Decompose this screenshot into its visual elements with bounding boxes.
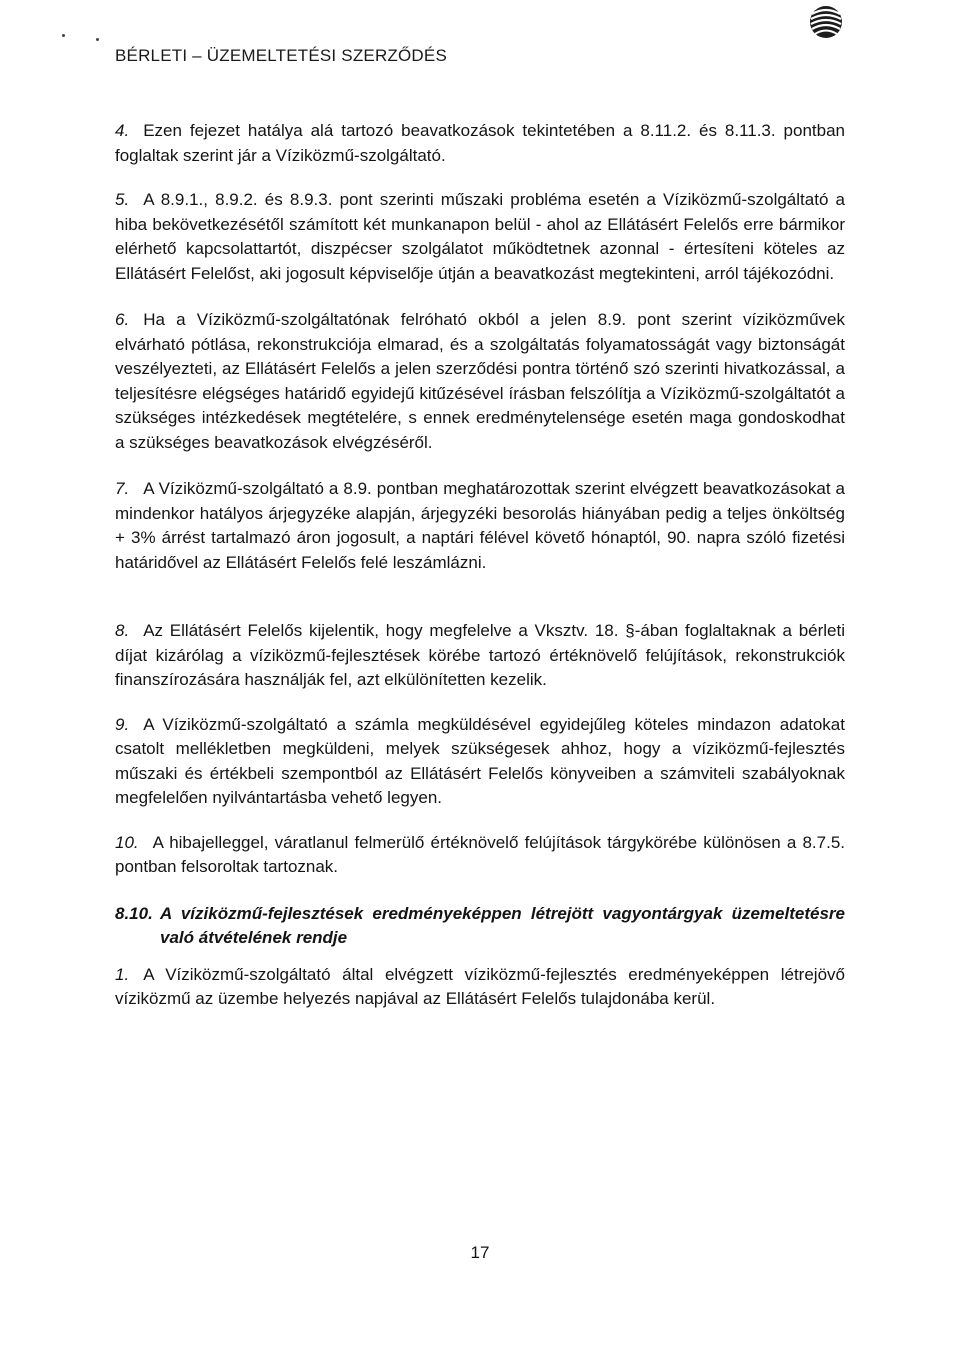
document-body [115, 119, 845, 1012]
scan-speck [96, 38, 99, 41]
paragraph-number: 10. [115, 832, 139, 852]
paragraph-6 [115, 308, 845, 455]
paragraph-number: 7. [115, 479, 130, 498]
document-header: BÉRLETI – ÜZEMELTETÉSI SZERZŐDÉS [115, 46, 447, 65]
paragraph-5 [115, 188, 845, 286]
section-paragraph-1 [115, 963, 845, 1012]
paragraph-number: 6. [115, 310, 130, 329]
page-number: 17 [470, 1243, 490, 1262]
paragraph-text: A 8.9.1., 8.9.2. és 8.9.3. pont szerinti műszaki probléma esetén a Víziközmű-szolgáltató a hiba bekövetkezésétől számított két munkanapon belül - ahol az Ellátásért Felelős erre bármikor elérhető kapcsolattartót, diszpécser szolgálatot működtetnek azonnal - értesíteni köteles az Ellátásért Felelőst, aki jogosult képviselője útján a beavatkozást megtekinteni, arról tájékozódni. [115, 190, 845, 283]
paragraph-number: 8. [115, 621, 130, 640]
paragraph-7 [115, 477, 845, 575]
paragraph-number: 9. [115, 714, 130, 734]
paragraph-4 [115, 119, 845, 168]
paragraph-text: A hibajelleggel, váratlanul felmerülő értéknövelő felújítások tárgykörébe különösen a 8.7.5. pontban felsoroltak tartoznak. [115, 832, 845, 876]
section-number: 8.10. [115, 903, 153, 923]
paragraph-9 [115, 713, 845, 811]
scan-speck [62, 34, 65, 37]
paragraph-text: A Víziközmű-szolgáltató a 8.9. pontban meghatározottak szerint elvégzett beavatkozásokat a mindenkor hatályos árjegyzéke alapján, árjegyzéki besorolás hiányában pedig a teljes önköltség + 3% árrést tartalmazó áron jogosult, a naptári félével követő hónaptól, 90. napra szóló fizetési határidővel az Ellátásért Felelős felé leszámlázni. [115, 479, 845, 572]
section-title: A víziközmű-fejlesztések eredményeképpen létrejött vagyontárgyak üzemeltetésre való átvételének rendje [160, 903, 845, 947]
paragraph-number: 5. [115, 190, 130, 209]
company-seal-icon [806, 2, 846, 42]
paragraph-text: Az Ellátásért Felelős kijelentik, hogy megfelelve a Vksztv. 18. §-ában foglaltaknak a bérleti díjat kizárólag a víziközmű-fejlesztések körébe tartozó értéknövelő felújítások, rekonstrukciók finanszírozására használják fel, azt elkülönítetten kezelik. [115, 621, 845, 689]
paragraph-text: Ha a Víziközmű-szolgáltatónak felróható okból a jelen 8.9. pont szerint víziközművek elvárható pótlása, rekonstrukciója elmarad, és a szolgáltatás folyamatosságát vagy biztonságát veszélyezteti, az Ellátásért Felelős a jelen szerződési pontra történő szó szerinti hivatkozással, a teljesítésre elégséges határidő egyidejű kitűzésével írásban felszólítja a Víziközmű-szolgáltatót a szükséges intézkedések megtételére, s ennek eredménytelensége esetén maga gondoskodhat a szükséges beavatkozások elvégzéséről. [115, 310, 845, 452]
paragraph-text: Ezen fejezet hatálya alá tartozó beavatkozások tekintetében a 8.11.2. és 8.11.3. pontban foglaltak szerint jár a Víziközmű-szolgáltató. [115, 121, 845, 165]
paragraph-text: A Víziközmű-szolgáltató által elvégzett víziközmű-fejlesztés eredményeképpen létrejövő víziközmű az üzembe helyezés napjával az Ellátásért Felelős tulajdonába kerül. [115, 964, 845, 1008]
paragraph-8 [115, 619, 845, 693]
paragraph-10 [115, 831, 845, 880]
paragraph-text: A Víziközmű-szolgáltató a számla megküldésével egyidejűleg köteles mindazon adatokat csatolt mellékletben megküldeni, melyek szükségesek ahhoz, hogy a víziközmű-fejlesztés műszaki és értékbeli szempontból az Ellátásért Felelős könyveiben a számviteli szabályoknak megfelelően nyilvántartásba vehető legyen. [115, 714, 845, 807]
section-heading [115, 902, 845, 951]
paragraph-number: 1. [115, 964, 130, 984]
paragraph-number: 4. [115, 121, 130, 140]
